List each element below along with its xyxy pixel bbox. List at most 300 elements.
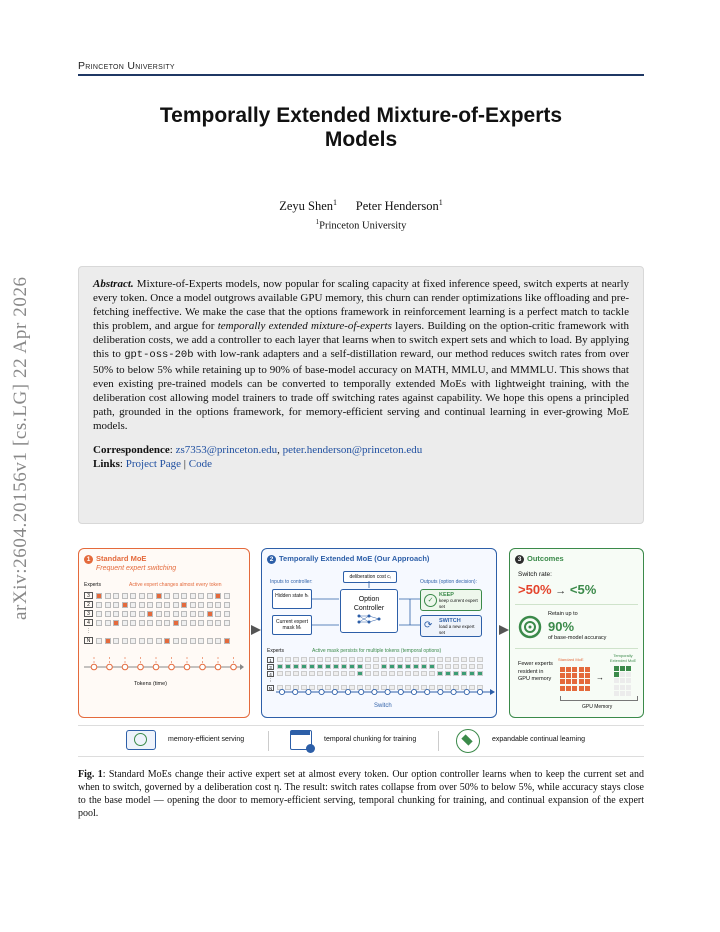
expert-cell [122, 638, 128, 644]
panel-outcomes [509, 548, 644, 718]
persist-note: Active mask persists for multiple tokens (temporal options) [312, 648, 442, 654]
model-name-code: gpt-oss-20b [124, 349, 194, 362]
memory-cell [566, 667, 571, 672]
memory-cell [620, 691, 625, 696]
memory-cell [566, 686, 571, 691]
expert-cell [215, 593, 221, 599]
memory-cell [560, 686, 565, 691]
token-dot [411, 689, 416, 694]
code-link[interactable]: Code [188, 458, 212, 471]
panel-title-text: Standard MoE [96, 554, 147, 563]
expert-cell [357, 671, 363, 676]
target-icon [518, 615, 542, 639]
memory-cell [572, 679, 577, 684]
memory-cell [579, 673, 584, 678]
figure-1 [78, 545, 644, 763]
expert-cell [173, 611, 179, 617]
memory-cell [566, 673, 571, 678]
inputs-label: Inputs to controller: [270, 579, 313, 585]
expert-cell [105, 611, 111, 617]
arrow-icon [499, 625, 509, 635]
email-link[interactable]: peter.henderson@princeton.edu [282, 444, 423, 457]
memory-cell [579, 686, 584, 691]
expert-row-label: 4 [84, 619, 93, 626]
abstract-part: with low-rank adapters and a self-distillation reward, our method reduces switch rates from over 50% to below 5% while retaining up to 90% of base-model accuracy on MATH, MMLU, and MMMLU. This shows that even existing pre-trained models can be converted to temporally extended MoEs with lightweight training, with the deliberation cost allowing model trainers to trade off switching rates against capability. We hope this opens a principled path, grounded in the options framework, for memory-efficient serving and continual learning in ever-growing MoE models. [93, 348, 629, 432]
corr-label: Correspondence [93, 444, 170, 457]
expert-cell [113, 638, 119, 644]
expert-cell [389, 664, 395, 669]
paper-title [78, 104, 644, 152]
memory-cell [620, 685, 625, 690]
expert-cell [139, 602, 145, 608]
memory-cell [579, 667, 584, 672]
expert-cell [349, 664, 355, 669]
expert-cell [113, 611, 119, 617]
expert-cell [477, 657, 483, 662]
gpu-memory-temp [614, 666, 631, 696]
token-dot [138, 664, 144, 670]
panel-title-text: Temporally Extended MoE (Our Approach) [279, 554, 430, 563]
token-dot [372, 689, 377, 694]
benefit-label: expandable continual learning [492, 736, 586, 743]
header-rule [78, 74, 644, 76]
memory-cell [626, 666, 631, 671]
token-dot [169, 664, 175, 670]
expert-cell [156, 602, 162, 608]
expert-cell [389, 671, 395, 676]
expert-cell [147, 638, 153, 644]
link-separator: | [183, 458, 186, 471]
expert-cell [207, 602, 213, 608]
expert-cell [207, 638, 213, 644]
expert-cell [122, 602, 128, 608]
expert-cell [461, 664, 467, 669]
memory-cell [566, 679, 571, 684]
abstract-part: layers. Building on the option-critic framework with deliberation costs, we add a controller to each layer that learns when to switch expert sets and which to load. By applying this to [93, 320, 630, 361]
panel-note: Active expert changes almost every token [129, 582, 222, 588]
title-line-1: Temporally Extended Mixture-of-Experts [159, 104, 563, 127]
expert-cell [349, 671, 355, 676]
author-sup: 1 [438, 198, 443, 207]
expert-cell [301, 657, 307, 662]
expert-cell [207, 593, 213, 599]
panel-temporal-moe [261, 548, 497, 718]
switch-rate-label: Switch rate: [518, 571, 552, 578]
expert-cell [445, 657, 451, 662]
title-line-2: Models [324, 128, 398, 151]
author-name: Peter Henderson [355, 199, 439, 214]
token-dot [385, 689, 390, 694]
switch-rate-values [518, 582, 596, 597]
controller-label: Option Controller [353, 596, 385, 612]
expert-row-label: ⋮ [268, 677, 273, 683]
expert-cell [437, 664, 443, 669]
expert-cell [130, 602, 136, 608]
token-dot [200, 664, 206, 670]
token-dot [332, 689, 337, 694]
abstract-part: Mixture-of-Experts models, now popular for scaling capacity at fixed inference speed, switch experts at nearly every token. Once a model outgrows available GPU memory, this churn can render optimizations like offloading and pre-fetching ineffective. We make the case that the options framework in reinforcement learning is a perfect match to tackle this problem, and argue for [93, 278, 629, 333]
std-moe-label: Standard MoE [558, 657, 584, 662]
expert-cell [190, 620, 196, 626]
keep-sub: keep current expert set [439, 598, 478, 609]
panel-title [267, 554, 429, 564]
arrow-icon [251, 625, 261, 635]
divider [268, 731, 269, 751]
memory-cell [614, 666, 619, 671]
expert-cell [397, 657, 403, 662]
expert-cell [156, 638, 162, 644]
affil-name: Princeton University [319, 220, 407, 232]
expert-cell [96, 620, 102, 626]
expert-cell [309, 664, 315, 669]
token-dot [306, 689, 311, 694]
experts-label: Experts [84, 582, 101, 588]
benefit-label: temporal chunking for training [324, 736, 417, 743]
expert-row-label: 3 [267, 664, 274, 670]
memory-cell [626, 685, 631, 690]
expert-cell [173, 620, 179, 626]
expert-cell [190, 611, 196, 617]
memory-cell [620, 678, 625, 683]
memory-cell [572, 686, 577, 691]
expert-cell [277, 657, 283, 662]
hidden-state-box: Hidden state hₜ [272, 589, 312, 609]
expert-cell [293, 664, 299, 669]
rate-to: <5% [569, 582, 597, 597]
benefit-label: memory-efficient serving [168, 736, 245, 743]
memory-cell [560, 673, 565, 678]
expert-cell [207, 620, 213, 626]
author-sup: 1 [333, 198, 338, 207]
expert-cell [317, 664, 323, 669]
expert-cell [96, 638, 102, 644]
expert-row-label: 2 [84, 601, 93, 608]
affil-sup: 1 [315, 218, 320, 226]
figure-caption [78, 768, 644, 820]
expert-cell [397, 664, 403, 669]
expert-cell [164, 602, 170, 608]
running-header: Princeton University [78, 60, 175, 72]
memory-cell [585, 667, 590, 672]
expert-cell [277, 664, 283, 669]
expert-cell [139, 611, 145, 617]
expert-cell [190, 638, 196, 644]
expert-cell [130, 638, 136, 644]
expert-cell [429, 664, 435, 669]
expert-row-label: N [84, 637, 93, 644]
token-dot [319, 689, 324, 694]
expert-cell [139, 620, 145, 626]
expert-cell [198, 620, 204, 626]
expert-cell [130, 620, 136, 626]
project-page-link[interactable]: Project Page [125, 458, 182, 471]
expert-cell [139, 638, 145, 644]
expert-cell [429, 657, 435, 662]
expert-cell [156, 611, 162, 617]
abstract-box [78, 266, 644, 524]
authors [78, 198, 644, 214]
expert-cell [215, 638, 221, 644]
abstract-label: Abstract. [93, 278, 134, 290]
divider [438, 731, 439, 751]
token-dot [153, 664, 159, 670]
outputs-label: Outputs (option decision): [420, 579, 477, 585]
memory-cell [585, 679, 590, 684]
memory-cell [572, 667, 577, 672]
token-dot [398, 689, 403, 694]
expert-cell [341, 664, 347, 669]
memory-cell [560, 679, 565, 684]
expert-cell [173, 638, 179, 644]
expert-cell [309, 657, 315, 662]
deliberation-cost-box: deliberation cost cᵢ [343, 571, 397, 583]
panel-number: 3 [515, 555, 524, 564]
expert-cell [147, 602, 153, 608]
expert-cell [469, 664, 475, 669]
expert-cell [461, 657, 467, 662]
rate-from: >50% [518, 582, 552, 597]
retain-label: Retain up to [548, 611, 578, 617]
token-dot [451, 689, 456, 694]
expert-cell [207, 611, 213, 617]
token-dot [345, 689, 350, 694]
expert-mask-box: Current expert mask Mₜ [272, 615, 312, 635]
expert-cell [105, 593, 111, 599]
email-link[interactable]: zs7353@princeton.edu [175, 444, 278, 457]
expert-cell [147, 593, 153, 599]
divider [515, 604, 638, 605]
expert-cell [477, 671, 483, 676]
expert-cell [224, 602, 230, 608]
expert-cell [198, 611, 204, 617]
expert-cell [373, 657, 379, 662]
expert-grid [84, 591, 232, 645]
token-dot [231, 664, 237, 670]
expert-row-label: 3 [84, 610, 93, 617]
expert-cell [461, 671, 467, 676]
memory-cell [626, 691, 631, 696]
memory-cell [579, 679, 584, 684]
panel-standard-moe [78, 548, 250, 718]
expert-row-label: ⋮ [86, 628, 91, 634]
memory-cell [620, 666, 625, 671]
expert-cell [357, 664, 363, 669]
keep-label: KEEP [439, 592, 454, 598]
expert-cell [173, 593, 179, 599]
expert-cell [445, 671, 451, 676]
expert-cell [173, 602, 179, 608]
expert-cell [181, 638, 187, 644]
token-dot [279, 689, 284, 694]
expert-cell [365, 657, 371, 662]
expert-cell [373, 671, 379, 676]
expert-cell [293, 657, 299, 662]
expert-cell [156, 620, 162, 626]
expert-cell [164, 638, 170, 644]
expert-cell [215, 620, 221, 626]
expert-cell [285, 657, 291, 662]
token-dot [122, 664, 128, 670]
axis-label: Tokens (time) [134, 681, 168, 687]
author-name: Zeyu Shen [279, 199, 334, 214]
arrow-icon: → [596, 673, 604, 682]
layers-icon [456, 729, 480, 753]
expert-cell [437, 657, 443, 662]
expert-cell [381, 657, 387, 662]
expert-cell [413, 657, 419, 662]
memory-cell [585, 686, 590, 691]
panel-title-text: Outcomes [527, 554, 564, 563]
memory-cell [626, 672, 631, 677]
gpu-memory-label: GPU Memory [582, 704, 613, 710]
memory-cell [585, 673, 590, 678]
expert-cell [477, 664, 483, 669]
links-label: Links [93, 458, 120, 471]
expert-cell [437, 671, 443, 676]
expert-cell [309, 671, 315, 676]
expert-cell [130, 611, 136, 617]
expert-cell [181, 611, 187, 617]
experts-label: Experts [267, 648, 284, 654]
affiliation [78, 218, 644, 232]
panel-title [515, 554, 564, 564]
expert-cell [333, 657, 339, 662]
expert-cell [96, 593, 102, 599]
expert-cell [164, 593, 170, 599]
expert-cell [139, 593, 145, 599]
rate-arrow: → [555, 585, 567, 597]
expert-cell [224, 638, 230, 644]
expert-row-label: 1 [267, 657, 274, 663]
token-dot [107, 664, 113, 670]
refresh-icon: ⟳ [424, 620, 433, 631]
of-base-label: of base-model accuracy [548, 635, 607, 641]
memory-cell [614, 691, 619, 696]
panel-number: 2 [267, 555, 276, 564]
token-axis [84, 657, 244, 697]
expert-cell [405, 671, 411, 676]
expert-cell [122, 620, 128, 626]
switch-label: SWITCH [439, 618, 461, 624]
arxiv-stamp: arXiv:2604.20156v1 [cs.LG] 22 Apr 2026 [10, 276, 31, 620]
expert-cell [333, 671, 339, 676]
memory-cell [572, 673, 577, 678]
expert-cell [405, 664, 411, 669]
caption-text: : Standard MoEs change their active expert set at almost every token. Our option controller learns when to keep the current set and when to switch, governed by a deliberation cost η. The result: switch rates collapse from over 50% to below 5%, while accuracy stays close to the base model — opening the door to memory-efficient serving, temporal chunking for training, and continual expansion of the expert pool. [78, 769, 644, 819]
expert-cell [421, 671, 427, 676]
gpu-chip-icon [126, 730, 156, 750]
expert-cell [105, 638, 111, 644]
expert-cell [429, 671, 435, 676]
expert-cell [285, 671, 291, 676]
expert-cell [113, 593, 119, 599]
expert-cell [381, 664, 387, 669]
expert-cell [317, 657, 323, 662]
expert-cell [333, 664, 339, 669]
token-dot [477, 689, 482, 694]
expert-cell [453, 664, 459, 669]
expert-cell [164, 611, 170, 617]
abstract-em: temporally extended mixture-of-experts [217, 320, 392, 333]
expert-cell [113, 602, 119, 608]
switch-box [420, 615, 482, 637]
expert-cell [96, 611, 102, 617]
expert-cell [198, 638, 204, 644]
calendar-icon [290, 730, 312, 750]
expert-cell [357, 657, 363, 662]
expert-cell [373, 664, 379, 669]
memory-cell [626, 678, 631, 683]
expert-cell [453, 671, 459, 676]
token-dot [293, 689, 298, 694]
expert-cell [453, 657, 459, 662]
expert-cell [122, 611, 128, 617]
expert-cell [215, 611, 221, 617]
expert-cell [469, 657, 475, 662]
expert-cell [156, 593, 162, 599]
expert-cell [445, 664, 451, 669]
expert-cell [397, 671, 403, 676]
panel-title [84, 554, 146, 564]
panel-number: 1 [84, 555, 93, 564]
expert-cell [181, 602, 187, 608]
expert-cell [365, 671, 371, 676]
expert-cell [224, 593, 230, 599]
expert-cell [147, 620, 153, 626]
expert-cell [181, 593, 187, 599]
expert-row-label: 4 [267, 671, 274, 677]
expert-cell [405, 657, 411, 662]
expert-cell [413, 671, 419, 676]
abstract-text [93, 277, 629, 433]
memory-cell [614, 672, 619, 677]
expert-cell [325, 657, 331, 662]
expert-cell [341, 671, 347, 676]
token-dot [184, 664, 190, 670]
expert-row-label: 3 [84, 592, 93, 599]
gpu-bracket [560, 696, 638, 701]
accuracy-pct: 90% [548, 619, 575, 634]
expert-cell [277, 671, 283, 676]
expert-cell [113, 620, 119, 626]
expert-cell [105, 602, 111, 608]
panel-subtitle: Frequent expert switching [96, 565, 177, 572]
memory-cell [614, 678, 619, 683]
token-dot [438, 689, 443, 694]
expert-cell [96, 602, 102, 608]
expert-cell [365, 664, 371, 669]
expert-cell [181, 620, 187, 626]
memory-cell [620, 672, 625, 677]
expert-cell [198, 602, 204, 608]
expert-cell [215, 602, 221, 608]
expert-cell [147, 611, 153, 617]
expert-cell [341, 657, 347, 662]
expert-cell [190, 602, 196, 608]
token-dot [464, 689, 469, 694]
token-dot [215, 664, 221, 670]
expert-cell [421, 664, 427, 669]
expert-cell [301, 664, 307, 669]
expert-row-label: N [268, 685, 273, 691]
fewer-experts-label: Fewer experts resident in GPU memory [518, 661, 553, 682]
expert-cell [325, 664, 331, 669]
controller-arrows [312, 579, 422, 639]
expert-cell [293, 671, 299, 676]
expert-cell [122, 593, 128, 599]
expert-cell [469, 671, 475, 676]
expert-cell [105, 620, 111, 626]
